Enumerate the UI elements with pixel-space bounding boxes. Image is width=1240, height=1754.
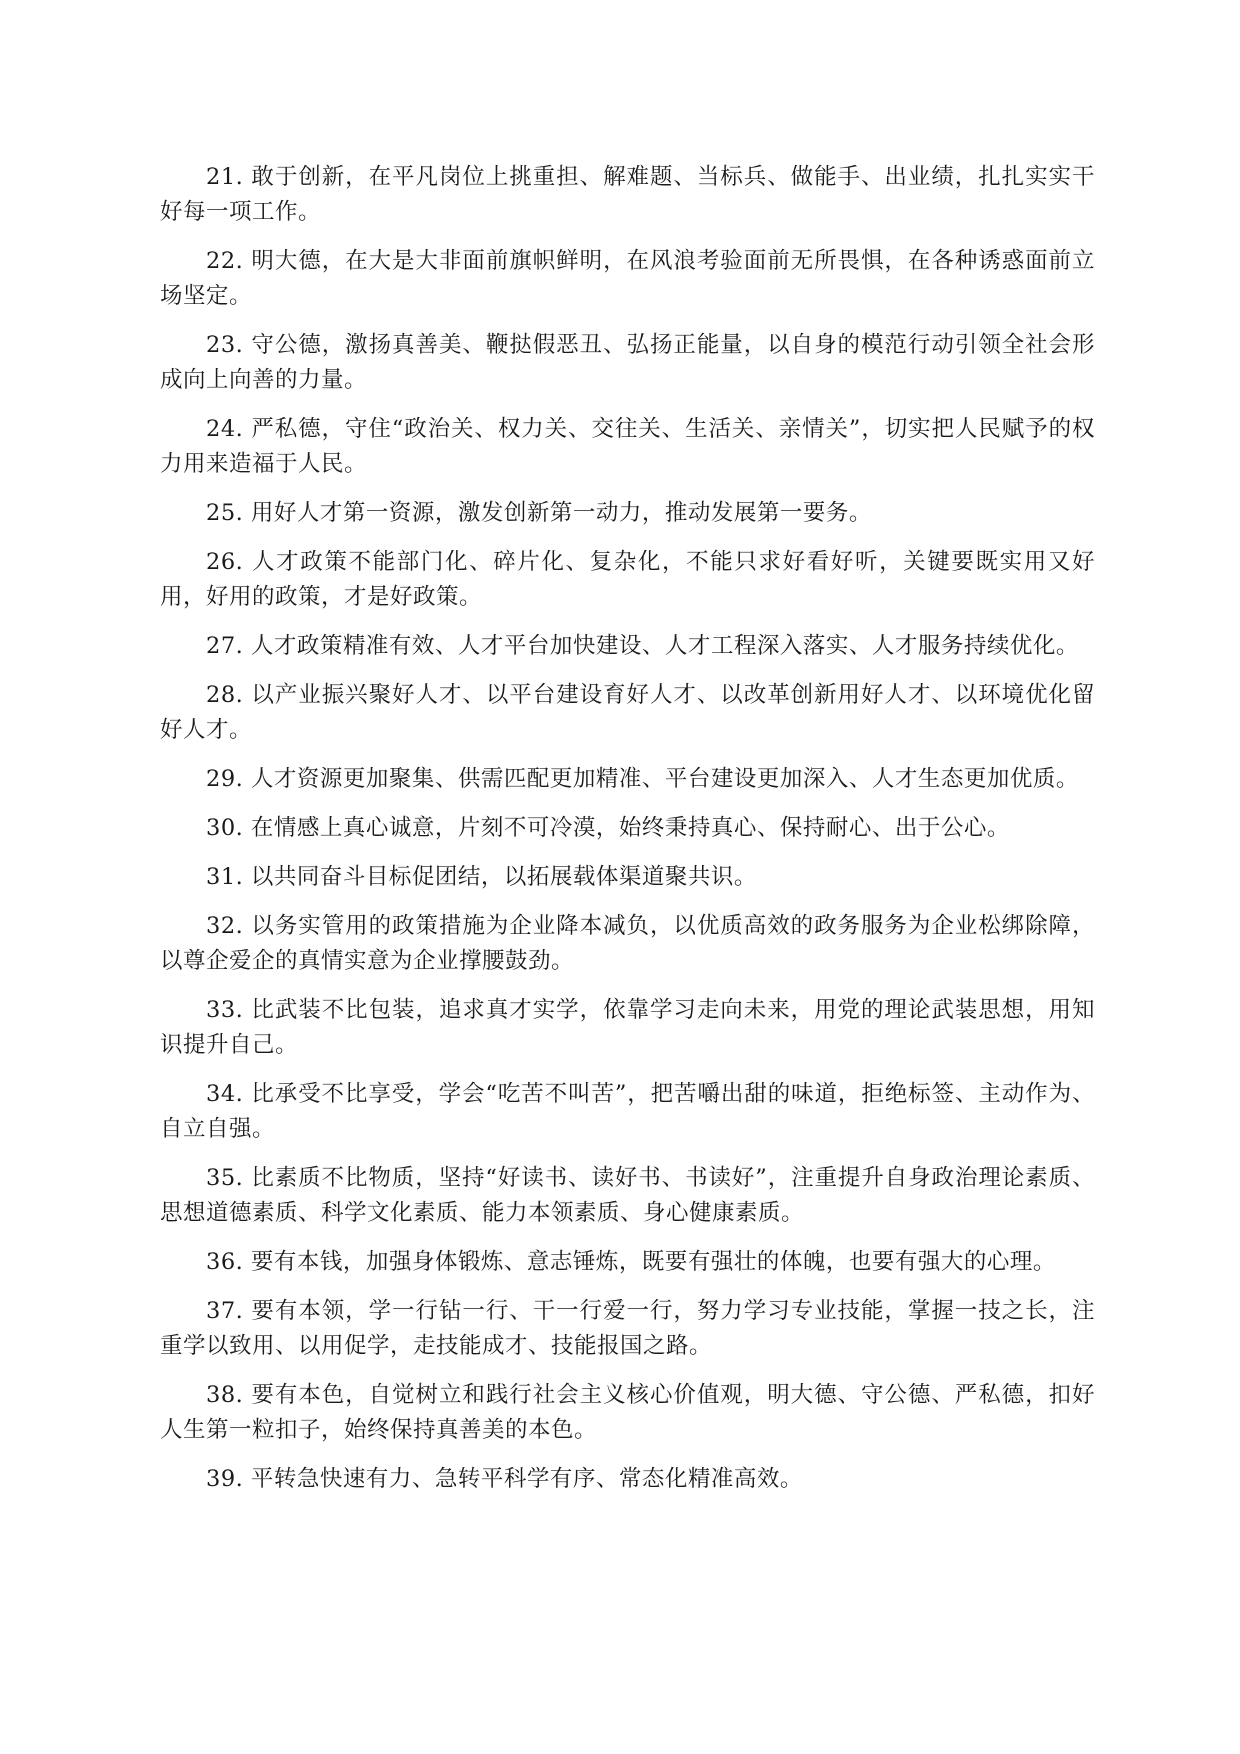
paragraph-37: 37. 要有本领，学一行钻一行、干一行爱一行，努力学习专业技能，掌握一技之长，注重学以致用、以用促学，走技能成才、技能报国之路。: [160, 1298, 1095, 1359]
paragraph-39: 39. 平转急快速有力、急转平科学有序、常态化精准高效。: [206, 1466, 803, 1492]
paragraph-30: 30. 在情感上真心诚意，片刻不可冷漠，始终秉持真心、保持耐心、出于公心。: [206, 815, 1010, 841]
paragraph-21: 21. 敢于创新，在平凡岗位上挑重担、解难题、当标兵、做能手、出业绩，扎扎实实干好每一项工作。: [160, 164, 1095, 225]
document-page: [160, 160, 1095, 1511]
paragraph-38: 38. 要有本色，自觉树立和践行社会主义核心价值观，明大德、守公德、严私德，扣好人生第一粒扣子，始终保持真善美的本色。: [160, 1382, 1095, 1443]
paragraph-31: 31. 以共同奋斗目标促团结，以拓展载体渠道聚共识。: [206, 864, 757, 890]
paragraph-35: 35. 比素质不比物质，坚持“好读书、读好书、书读好”，注重提升自身政治理论素质、思想道德素质、科学文化素质、能力本领素质、身心健康素质。: [160, 1165, 1095, 1226]
paragraph-36: 36. 要有本钱，加强身体锻炼、意志锤炼，既要有强壮的体魄，也要有强大的心理。: [206, 1249, 1056, 1275]
paragraph-23: 23. 守公德，激扬真善美、鞭挞假恶丑、弘扬正能量，以自身的模范行动引领全社会形成向上向善的力量。: [160, 332, 1095, 393]
paragraph-25: 25. 用好人才第一资源，激发创新第一动力，推动发展第一要务。: [206, 500, 872, 526]
paragraph-26: 26. 人才政策不能部门化、碎片化、复杂化，不能只求好看好听，关键要既实用又好用，好用的政策，才是好政策。: [160, 549, 1095, 610]
paragraph-29: 29. 人才资源更加聚集、供需匹配更加精准、平台建设更加深入、人才生态更加优质。: [206, 766, 1079, 792]
paragraph-32: 32. 以务实管用的政策措施为企业降本减负，以优质高效的政务服务为企业松绑除障，以尊企爱企的真情实意为企业撑腰鼓劲。: [160, 913, 1095, 974]
paragraph-28: 28. 以产业振兴聚好人才、以平台建设育好人才、以改革创新用好人才、以环境优化留好人才。: [160, 682, 1095, 743]
paragraph-27: 27. 人才政策精准有效、人才平台加快建设、人才工程深入落实、人才服务持续优化。: [206, 633, 1079, 659]
paragraph-33: 33. 比武装不比包装，追求真才实学，依靠学习走向未来，用党的理论武装思想，用知识提升自己。: [160, 997, 1095, 1058]
paragraph-22: 22. 明大德，在大是大非面前旗帜鲜明，在风浪考验面前无所畏惧，在各种诱惑面前立场坚定。: [160, 248, 1095, 309]
paragraph-24: 24. 严私德，守住“政治关、权力关、交往关、生活关、亲情关”，切实把人民赋予的权力用来造福于人民。: [160, 416, 1095, 477]
paragraph-34: 34. 比承受不比享受，学会“吃苦不叫苦”，把苦嚼出甜的味道，拒绝标签、主动作为、自立自强。: [160, 1081, 1095, 1142]
